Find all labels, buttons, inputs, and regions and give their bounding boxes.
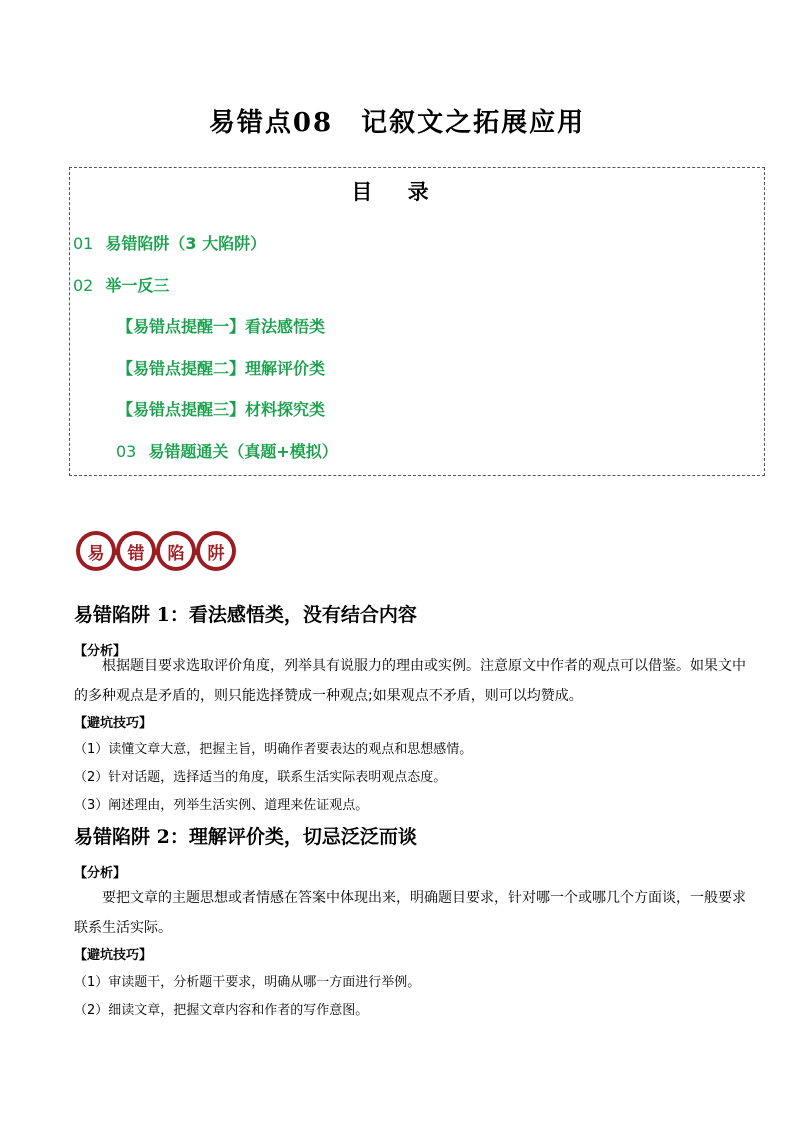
section-badge-group: [76, 528, 238, 578]
toc-item-exercises[interactable]: [116, 439, 338, 462]
trap-1-tips-label: 【避坑技巧】: [74, 716, 153, 731]
toc-item-reminder-3[interactable]: [117, 397, 325, 420]
badge-circle: 错: [116, 531, 156, 571]
toc-item-traps[interactable]: [73, 231, 266, 254]
trap-2-tip: （1）审读题干，分析题干要求，明确从哪一方面进行举例。: [74, 975, 421, 990]
toc-item-reminder-1[interactable]: [117, 314, 325, 337]
toc-item-number: 02: [73, 276, 94, 295]
toc-heading: 目 录: [351, 179, 443, 204]
page-title: 易错点08 记叙文之拓展应用: [208, 108, 586, 138]
trap-2-analysis-label: 【分析】: [74, 866, 127, 881]
toc-item-label: 【易错点提醒二】理解评价类: [117, 359, 326, 378]
toc-item-label: 易错题通关（真题+模拟）: [148, 442, 338, 461]
badge-circle: 易: [76, 531, 116, 571]
badge-circle: 阱: [196, 531, 236, 571]
trap-1-analysis-label: 【分析】: [74, 644, 127, 659]
trap-1-tip: （2）针对话题，选择适当的角度，联系生活实际表明观点态度。: [74, 770, 447, 785]
badge-circle: 陷: [156, 531, 196, 571]
toc-item-number: 03: [116, 442, 137, 461]
trap-1-heading: 易错陷阱 1：看法感悟类，没有结合内容: [74, 604, 417, 626]
toc-item-examples[interactable]: [73, 273, 169, 296]
trap-1-analysis-text: 根据题目要求选取评价角度，列举具有说服力的理由或实例。注意原文中作者的观点可以借鉴。如果文中的多种观点是矛盾的，则只能选择赞成一种观点;如果观点不矛盾，则可以均赞成。: [74, 658, 746, 704]
toc-item-label: 【易错点提醒三】材料探究类: [117, 400, 326, 419]
toc-item-label: 易错陷阱（3 大陷阱）: [105, 234, 267, 253]
trap-1-tip: （1）读懂文章大意，把握主旨，明确作者要表达的观点和思想感情。: [74, 742, 473, 757]
trap-2-tip: （2）细读文章，把握文章内容和作者的写作意图。: [74, 1003, 369, 1018]
toc-item-label: 举一反三: [105, 276, 170, 295]
trap-2-tips-label: 【避坑技巧】: [74, 948, 153, 963]
trap-2-analysis-text: 要把文章的主题思想或者情感在答案中体现出来，明确题目要求，针对哪一个或哪几个方面谈，一般要求联系生活实际。: [74, 890, 746, 936]
trap-1-tip: （3）阐述理由，列举生活实例、道理来佐证观点。: [74, 798, 369, 813]
trap-2-heading: 易错陷阱 2：理解评价类，切忌泛泛而谈: [74, 826, 417, 848]
toc-item-reminder-2[interactable]: [117, 356, 325, 379]
toc-item-number: 01: [73, 234, 94, 253]
toc-item-label: 【易错点提醒一】看法感悟类: [117, 317, 326, 336]
